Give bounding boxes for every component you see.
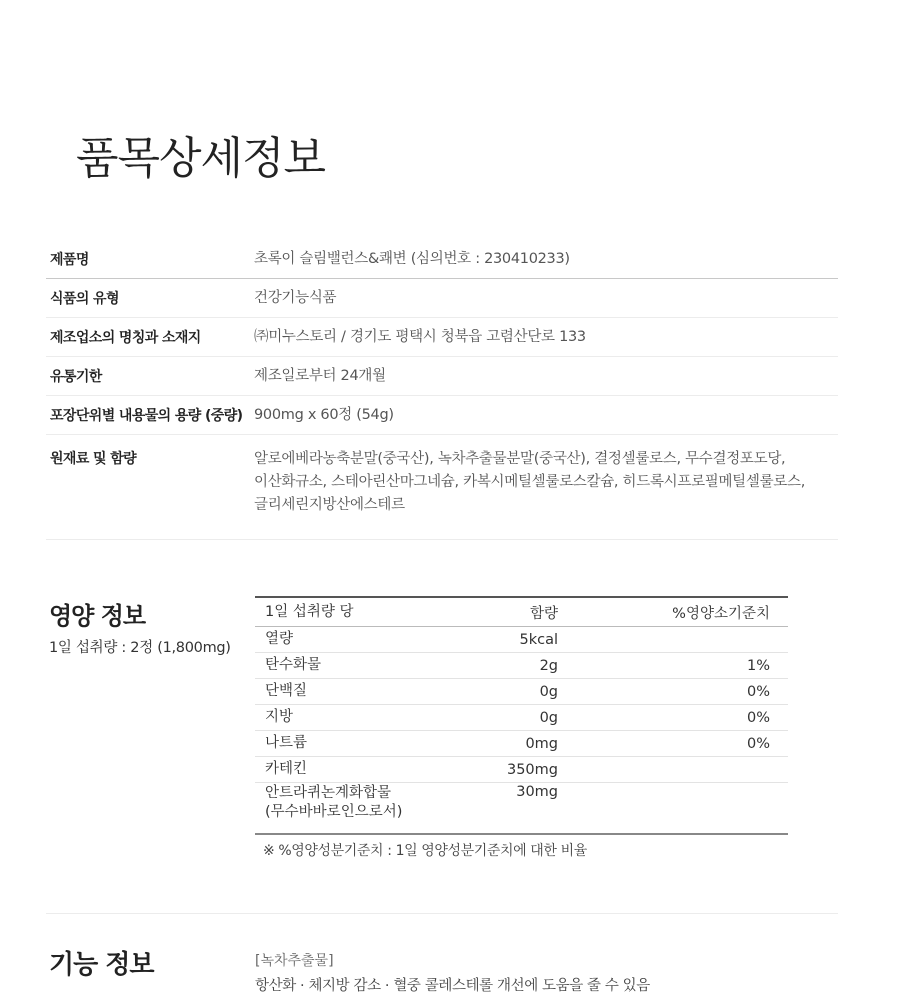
info-label: 제조업소의 명칭과 소재지 xyxy=(50,330,201,346)
nutrient-amount: 5kcal xyxy=(519,631,558,648)
nutrient-pct: 0% xyxy=(746,735,770,752)
info-value: ㈜미누스토리 / 경기도 평택시 청북읍 고렴산단로 133 xyxy=(254,328,586,345)
nutrition-row xyxy=(255,653,788,679)
function-tag: [녹차추출물] xyxy=(255,953,334,969)
nutrition-row xyxy=(255,757,788,783)
nutrient-pct: 0% xyxy=(746,683,770,700)
header-pct: %영양소기준치 xyxy=(672,605,770,622)
info-row-ingredients xyxy=(46,435,838,540)
nutrient-name: 단백질 xyxy=(265,683,308,699)
info-row-capacity xyxy=(46,396,838,435)
nutrition-row xyxy=(255,783,788,833)
info-row-product-name xyxy=(46,240,838,279)
header-amount: 함량 xyxy=(529,605,558,622)
function-description: 항산화 · 체지방 감소 · 혈중 콜레스테롤 개선에 도움을 줄 수 있음 xyxy=(255,978,650,994)
info-label: 식품의 유형 xyxy=(50,291,119,307)
info-value: 900mg x 60정 (54g) xyxy=(254,406,394,423)
nutrition-row xyxy=(255,705,788,731)
nutrient-name: 열량 xyxy=(265,631,294,647)
section-divider xyxy=(46,913,838,914)
product-info-table xyxy=(46,240,838,540)
nutrient-name: 나트륨 xyxy=(265,735,308,751)
nutrient-amount: 0mg xyxy=(525,735,558,752)
nutrient-amount: 0g xyxy=(539,683,558,700)
nutrition-header-row xyxy=(255,598,788,627)
info-label: 유통기한 xyxy=(50,369,102,385)
nutrient-name-line: 안트라퀴논계화합물 xyxy=(265,785,392,801)
nutrient-name xyxy=(255,784,465,822)
nutrition-row xyxy=(255,627,788,653)
nutrient-name: 카테킨 xyxy=(265,761,308,777)
nutrition-table xyxy=(255,596,788,835)
nutrient-name: 지방 xyxy=(265,709,294,725)
info-row-food-type xyxy=(46,279,838,318)
nutrient-amount: 350mg xyxy=(506,761,558,778)
header-name: 1일 섭취량 당 xyxy=(265,603,354,620)
nutrition-note: ※ %영양성분기준치 : 1일 영양성분기준치에 대한 비율 xyxy=(263,843,587,859)
nutrient-name-line: (무수바바로인으로서) xyxy=(265,804,403,820)
ingredients-value xyxy=(254,448,838,517)
nutrient-pct: 1% xyxy=(746,657,770,674)
info-row-manufacturer xyxy=(46,318,838,357)
info-label: 포장단위별 내용물의 용량 (중량) xyxy=(50,408,243,424)
nutrition-row xyxy=(255,731,788,757)
info-value: 제조일로부터 24개월 xyxy=(254,367,386,384)
info-label: 원재료 및 함량 xyxy=(50,451,137,467)
info-value: 초록이 슬림밸런스&쾌변 (심의번호 : 230410233) xyxy=(254,250,570,267)
nutrient-amount: 2g xyxy=(539,657,558,674)
info-value: 건강기능식품 xyxy=(254,289,337,306)
nutrient-pct: 0% xyxy=(746,709,770,726)
info-row-expiry xyxy=(46,357,838,396)
nutrient-amount: 30mg xyxy=(516,784,558,800)
ingredient-line: 이산화규소, 스테아린산마그네슘, 카복시메틸셀룰로스칼슘, 히드록시프로필메틸셀룰로스, xyxy=(254,474,806,490)
info-label: 제품명 xyxy=(50,252,89,268)
nutrition-serving: 1일 섭취량 : 2정 (1,800mg) xyxy=(49,640,231,656)
ingredient-line: 알로에베라농축분말(중국산), 녹차추출물분말(중국산), 결정셀룰로스, 무수결정포도당, xyxy=(254,451,786,467)
nutrient-name: 탄수화물 xyxy=(265,657,322,673)
function-heading: 기능 정보 xyxy=(49,950,154,980)
ingredient-line: 글리세린지방산에스테르 xyxy=(254,497,405,513)
page-title: 품목상세정보 xyxy=(76,133,326,184)
nutrition-heading: 영양 정보 xyxy=(49,602,146,630)
nutrition-row xyxy=(255,679,788,705)
nutrient-amount: 0g xyxy=(539,709,558,726)
